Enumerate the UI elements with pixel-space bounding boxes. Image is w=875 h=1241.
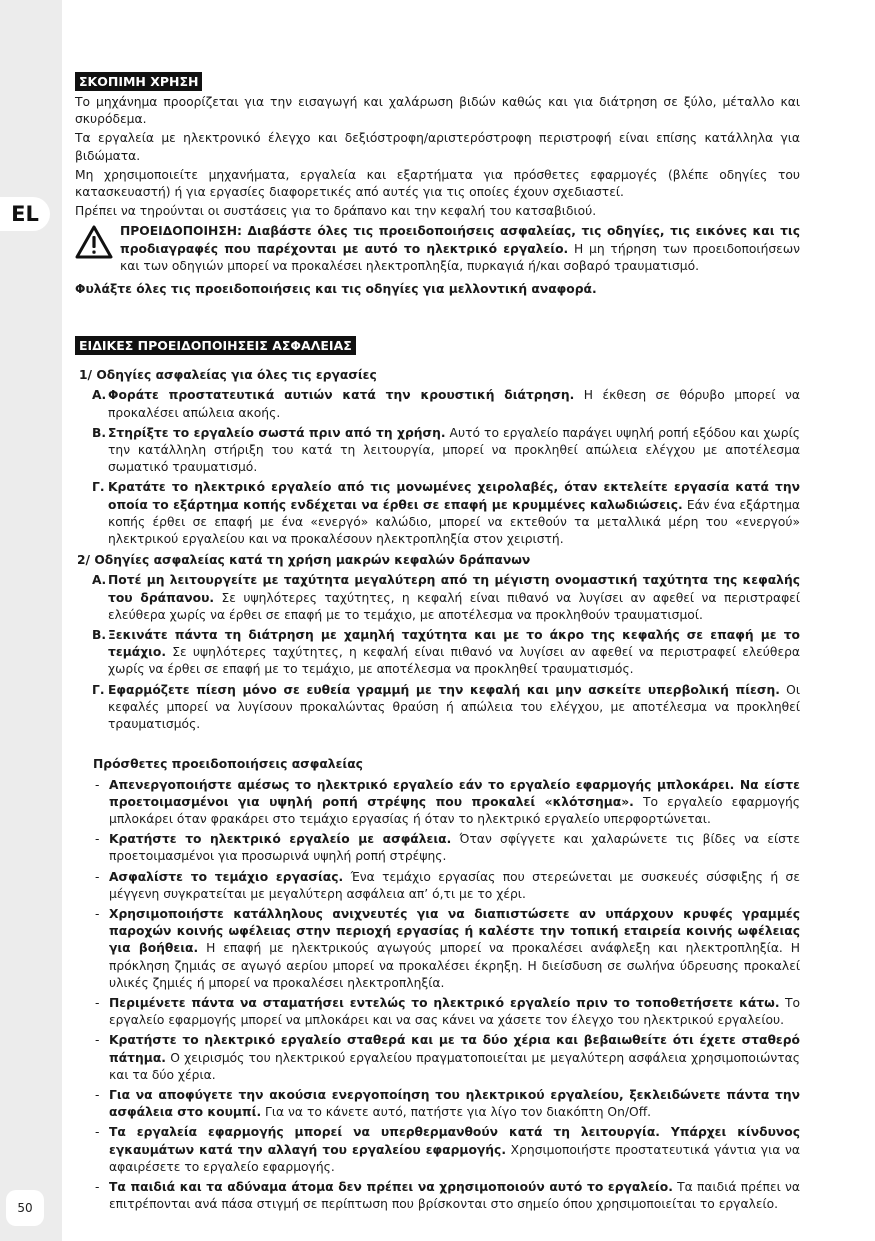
list-item: - Κρατήστε το ηλεκτρικό εργαλείο με ασφάλεια. Όταν σφίγγετε και χαλαρώνετε τις βίδες να είστε προετοιμασμένοι για προσωρινά υψηλή ροπή στρέψης.: [95, 832, 800, 864]
intended-use-paragraph: Μη χρησιμοποιείτε μηχανήματα, εργαλεία και εξαρτήματα για πρόσθετες εφαρμογές (βλέπε οδηγίες του κατασκευαστή) ή για εργασίες διαφορετικές από αυτές για τις οποίες έχουν σχεδιαστεί.: [75, 167, 800, 200]
list-item: Β. Στηρίξτε το εργαλείο σωστά πριν από τη χρήση. Αυτό το εργαλείο παράγει υψηλή ροπή εξόδου και χωρίς την κατάλληλη στήριξη του κατά τη λειτουργία, μπορεί να προκληθεί απώλεια ελέγχου με αποτέλεσμα σωματικό τραυματισμό.: [92, 425, 800, 475]
additional-warnings-title: Πρόσθετες προειδοποιήσεις ασφαλείας: [93, 757, 363, 772]
intended-use-paragraph: Πρέπει να τηρούνται οι συστάσεις για το δράπανο και την κεφαλή του κατσαβιδιού.: [75, 204, 597, 219]
list-item: - Τα εργαλεία εφαρμογής μπορεί να υπερθερμανθούν κατά τη λειτουργία. Υπάρχει κίνδυνος εγκαυμάτων κατά την αλλαγή του εργαλείου εφαρμογής. Χρησιμοποιήστε προστατευτικά γάντια για να αφαιρέσετε το εργαλείο εφαρμογής.: [95, 1125, 800, 1174]
list-item: - Χρησιμοποιήστε κατάλληλους ανιχνευτές για να διαπιστώσετε αν υπάρχουν κρυφές γραμμές παροχών κοινής ωφέλειας στην περιοχή εργασίας ή καλέστε την τοπική εταιρεία κοινής ωφέλειας για βοήθεια. Η επαφή με ηλεκτρικούς αγωγούς μπορεί να προκαλέσει ανάφλεξη και ηλεκτροπληξία. Η πρόκληση ζημιάς σε αγωγό αερίου μπορεί να προκαλέσει έκρηξη. Η διείσδυση σε σωλήνα ύδρευσης προκαλεί υλικές ζημιές ή μπορεί να προκαλέσει ηλεκτροπληξία.: [95, 906, 801, 990]
list-item: Α. Φοράτε προστατευτικά αυτιών κατά την κρουστική διάτρηση. Η έκθεση σε θόρυβο μπορεί να προκαλέσει απώλεια ακοής.: [92, 388, 800, 420]
keep-instructions-note: Φυλάξτε όλες τις προειδοποιήσεις και τις οδηγίες για μελλοντική αναφορά.: [75, 282, 597, 297]
intended-use-paragraph: Τα εργαλεία με ηλεκτρονικό έλεγχο και δεξιόστροφη/αριστερόστροφη περιστροφή είναι επίσης κατάλληλα για βιδώματα.: [75, 131, 800, 163]
list-item: - Για να αποφύγετε την ακούσια ενεργοποίηση του ηλεκτρικού εργαλείου, ξεκλειδώνετε πάντα την ασφάλεια στο κουμπί. Για να το κάνετε αυτό, πατήστε για λίγο τον διακόπτη On/Off.: [95, 1087, 800, 1120]
sidebar: [0, 0, 62, 1241]
list-item: Α. Ποτέ μη λειτουργείτε με ταχύτητα μεγαλύτερη από τη μέγιστη ονομαστική ταχύτητα της κεφαλής του δράπανου. Σε υψηλότερες ταχύτητες, η κεφαλή είναι πιθανό να λυγίσει αν αφεθεί να περιστραφεί ελεύθερα χωρίς να έρθει σε επαφή με το τεμάχιο, με αποτέλεσμα να προκληθούν τραυματισμοί.: [92, 573, 800, 622]
warning-bold-text: ΠΡΟΕΙΔΟΠΟΙΗΣΗ: Διαβάστε όλες τις προειδοποιήσεις ασφαλείας, τις οδηγίες, τις εικόνες και τις προδιαγραφές που παρέχονται με αυτό το ηλεκτρικό εργαλείο.: [120, 224, 800, 256]
warning-text: Η μη τήρηση των προειδοποιήσεων και των οδηγιών μπορεί να προκαλέσει ηλεκτροπληξία, πυρκαγιά ή/και σοβαρό τραυματισμό.: [120, 241, 800, 273]
page-content: [75, 72, 800, 1216]
list-item: Γ. Κρατάτε το ηλεκτρικό εργαλείο από τις μονωμένες χειρολαβές, όταν εκτελείτε εργασία κατά την οποία το εξάρτημα κοπής ενδέχεται να έρθει σε επαφή με κρυμμένες καλωδιώσεις. Εάν ένα εξάρτημα κοπής έρθει σε επαφή με ένα «ενεργό» καλώδιο, μπορεί να εκτεθούν τα μεταλλικά μέρη του «ενεργού» ηλεκτρικού εργαλείου και να προκαλέσουν ηλεκτροπληξία στον χειριστή.: [92, 480, 800, 547]
intended-use-paragraph: Το μηχάνημα προορίζεται για την εισαγωγή και χαλάρωση βιδών καθώς και για διάτρηση σε ξύλο, μέταλλο και σκυρόδεμα.: [75, 95, 800, 127]
section-1-title: 1/ Οδηγίες ασφαλείας για όλες τις εργασίες: [79, 368, 377, 383]
list-item: Γ. Εφαρμόζετε πίεση μόνο σε ευθεία γραμμή με την κεφαλή και μην ασκείτε υπερβολική πίεση. Οι κεφαλές μπορεί να λυγίσουν προκαλώντας θραύση ή απώλεια του ελέγχου, με αποτέλεσμα να προκληθεί τραυματισμός.: [92, 682, 800, 732]
intended-use-heading: ΣΚΟΠΙΜΗ ΧΡΗΣΗ: [75, 72, 202, 91]
safety-warnings-heading: ΕΙΔΙΚΕΣ ΠΡΟΕΙΔΟΠΟΙΗΣΕΙΣ ΑΣΦΑΛΕΙΑΣ: [75, 336, 356, 355]
list-item: - Τα παιδιά και τα αδύναμα άτομα δεν πρέπει να χρησιμοποιούν αυτό το εργαλείο. Τα παιδιά πρέπει να επιτρέπονται ανά πάσα στιγμή σε περίπτωση που βρίσκονται στο σημείο όπου χρησιμοποιείται το εργαλείο.: [95, 1179, 800, 1212]
page-number: 50: [6, 1190, 44, 1226]
warning-block: [75, 223, 800, 275]
list-item: - Κρατήστε το ηλεκτρικό εργαλείο σταθερά και με τα δύο χέρια και βεβαιωθείτε ότι έχετε σταθερό πάτημα. Ο χειρισμός του ηλεκτρικού εργαλείου πραγματοποιείται με μεγαλύτερη ασφάλεια χρησιμοποιώντας και τα δύο χέρια.: [95, 1033, 800, 1082]
section-2-title: 2/ Οδηγίες ασφαλείας κατά τη χρήση μακρών κεφαλών δράπανων: [77, 553, 531, 568]
list-item: - Ασφαλίστε το τεμάχιο εργασίας. Ένα τεμάχιο εργασίας που στερεώνεται με συσκευές σύσφιξης ή σε μέγγενη συγκρατείται με μεγαλύτερη ασφάλεια απ’ ό,τι με το χέρι.: [95, 869, 800, 901]
list-item: Β. Ξεκινάτε πάντα τη διάτρηση με χαμηλή ταχύτητα και με το άκρο της κεφαλής σε επαφή με το τεμάχιο. Σε υψηλότερες ταχύτητες, η κεφαλή είναι πιθανό να λυγίσει αν αφεθεί να περιστραφεί ελεύθερα χωρίς να έρθει σε επαφή με το τεμάχιο, με αποτέλεσμα να προκληθεί τραυματισμός.: [92, 628, 800, 677]
warning-triangle-icon: [75, 225, 113, 259]
list-item: - Περιμένετε πάντα να σταματήσει εντελώς το ηλεκτρικό εργαλείο πριν το τοποθετήσετε κάτω. Το εργαλείο εφαρμογής μπορεί να μπλοκάρει και να σας κάνει να χάσετε τον έλεγχο του ηλεκτρικού εργαλείου.: [95, 995, 800, 1028]
list-item: - Απενεργοποιήστε αμέσως το ηλεκτρικό εργαλείο εάν το εργαλείο εφαρμογής μπλοκάρει. Να είστε προετοιμασμένοι για υψηλή ροπή στρέψης που προκαλεί «κλότσημα». Το εργαλείο εφαρμογής μπλοκάρει όταν φρακάρει στο τεμάχιο εργασίας ή όταν το ηλεκτρικό εργαλείο υπερφορτώνεται.: [95, 777, 800, 826]
language-tab: EL: [0, 197, 50, 231]
